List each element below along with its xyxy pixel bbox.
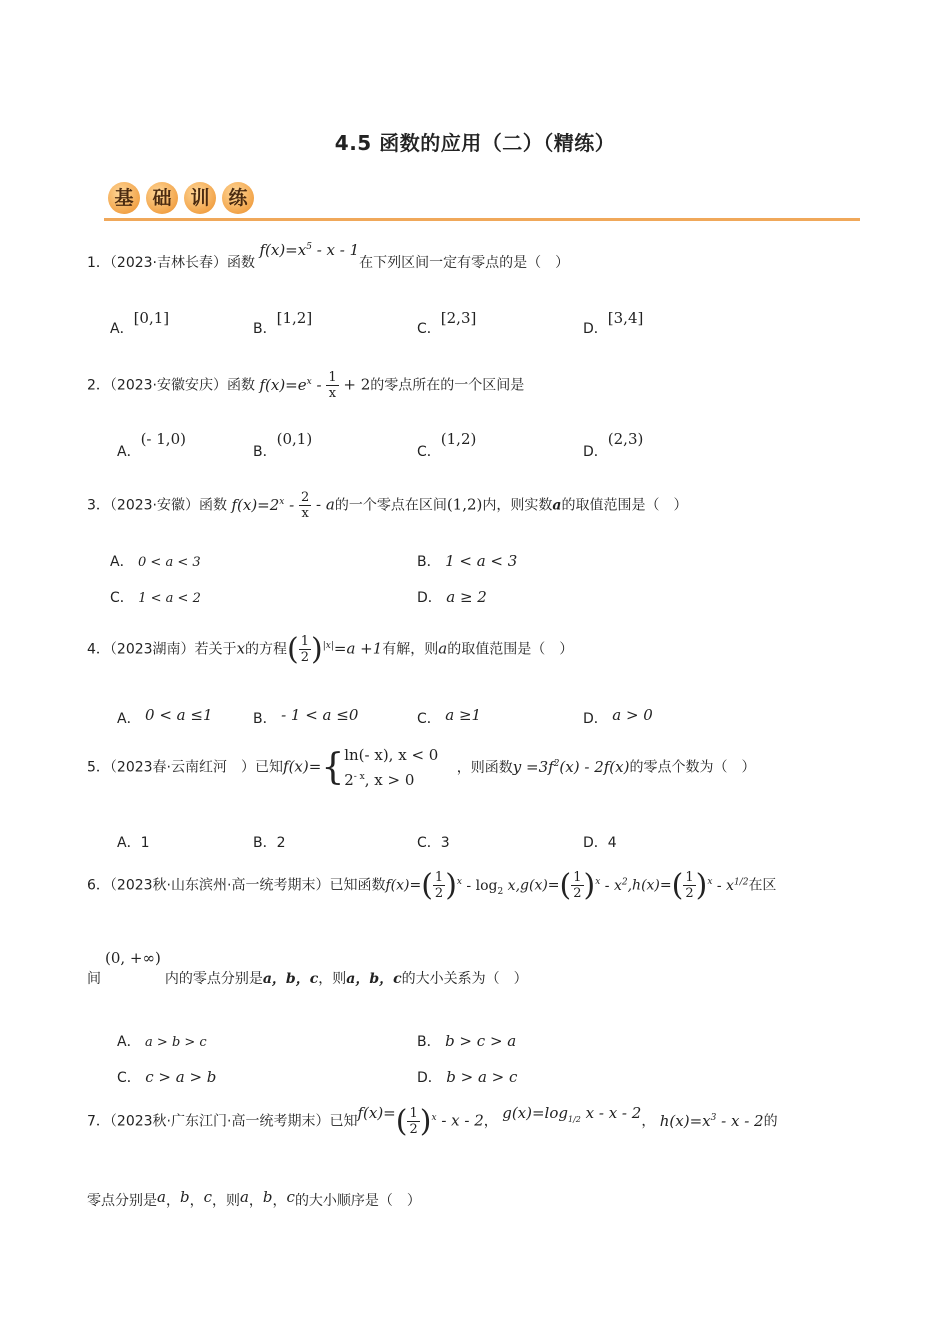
q1-option-a[interactable]: A．[0,1] bbox=[110, 309, 170, 337]
q4-option-b[interactable]: B． - 1 < a ≤0 bbox=[253, 706, 359, 727]
q6-option-b[interactable]: B． b > c > a bbox=[417, 1032, 517, 1050]
q2-option-c[interactable]: C．(1,2) bbox=[417, 430, 477, 460]
q1-option-c[interactable]: C．[2,3] bbox=[417, 309, 477, 337]
q3-option-a[interactable]: A． 0 < a < 3 bbox=[110, 554, 201, 570]
q2-option-a[interactable]: A．(- 1,0) bbox=[117, 430, 186, 460]
question-5: 5．（2023春·云南红河 ）已知f(x)={ ln(- x), x < 0 $2^{- x}$, x > 0 ，则函数$y =3f^2(x) - 2f(x)$的零点个数为（ ） bbox=[87, 746, 756, 789]
q4-option-a[interactable]: A． 0 < a ≤1 bbox=[117, 706, 213, 727]
section-char-2: 础 bbox=[146, 182, 178, 214]
section-char-3: 训 bbox=[184, 182, 216, 214]
q5-option-c[interactable]: C．3 bbox=[417, 835, 450, 851]
page-title: 4.5 函数的应用（二）（精练） bbox=[334, 131, 616, 155]
question-6: 6．（2023秋·山东滨州·高一统考期末）已知函数f(x)=( $\frac{1}{2}$ )$^x - \log_2 x,g(x)=$( $\frac{1}{2}$ )$^x - x^2,h(x)=$( $\frac{1}{2}$ )$^x - x^{1/2}$在区 bbox=[87, 868, 777, 903]
q6-option-c[interactable]: C． c > a > b bbox=[117, 1068, 217, 1086]
question-2: 2．（2023·安徽安庆）函数 $f(x)=e^x$ - $\frac{1}{x}$ + 2的零点所在的一个区间是 bbox=[87, 370, 525, 401]
q3-option-d[interactable]: D． a ≥ 2 bbox=[417, 588, 487, 606]
q2-option-b[interactable]: B．(0,1) bbox=[253, 430, 313, 460]
q3-option-c[interactable]: C． 1 < a < 2 bbox=[110, 590, 201, 606]
section-char-4: 练 bbox=[222, 182, 254, 214]
q1-option-b[interactable]: B．[1,2] bbox=[253, 309, 313, 337]
q5-option-a[interactable]: A．1 bbox=[117, 835, 150, 851]
section-underline bbox=[104, 218, 860, 221]
question-1: 1．（2023·吉林长春）函数 $f(x)=x^5 - x - 1$在下列区间一定有零点的是（ ） bbox=[87, 241, 570, 271]
question-4: 4．（2023湖南）若关于x的方程( $\frac{1}{2}$ )$^{|x|}$=a +1有解，则a的取值范围是（ ） bbox=[87, 632, 574, 667]
q4-option-c[interactable]: C． a ≥1 bbox=[417, 706, 482, 727]
question-7: 7．（2023秋·广东江门·高一统考期末）已知f(x)=( $\frac{1}{2}$ )$^x$ - x - 2， $g(x)=\log_{1/2}$ x - x - 2， $h(x)=x^3 - x - 2$的 bbox=[87, 1103, 778, 1139]
question-6-line-2: 间(0, +∞)内的零点分别是a，b，c，则a，b，c的大小关系为（ ） bbox=[87, 949, 528, 987]
q2-option-d[interactable]: D．(2,3) bbox=[583, 430, 644, 460]
section-char-1: 基 bbox=[108, 182, 140, 214]
q5-option-d[interactable]: D．4 bbox=[583, 835, 617, 851]
q1-option-d[interactable]: D．[3,4] bbox=[583, 309, 644, 337]
question-3: 3．（2023·安徽）函数 $f(x)=2^x$ - $\frac{2}{x}$ - a的一个零点在区间(1,2)内，则实数a的取值范围是（ ） bbox=[87, 490, 688, 521]
q6-option-d[interactable]: D． b > a > c bbox=[417, 1068, 518, 1086]
q6-option-a[interactable]: A． a > b > c bbox=[117, 1034, 207, 1050]
q4-option-d[interactable]: D． a > 0 bbox=[583, 706, 653, 727]
q3-option-b[interactable]: B． 1 < a < 3 bbox=[417, 552, 518, 570]
question-7-line-2: 零点分别是a，b，c，则a，b，c的大小顺序是（ ） bbox=[87, 1188, 421, 1209]
q5-option-b[interactable]: B．2 bbox=[253, 835, 286, 851]
